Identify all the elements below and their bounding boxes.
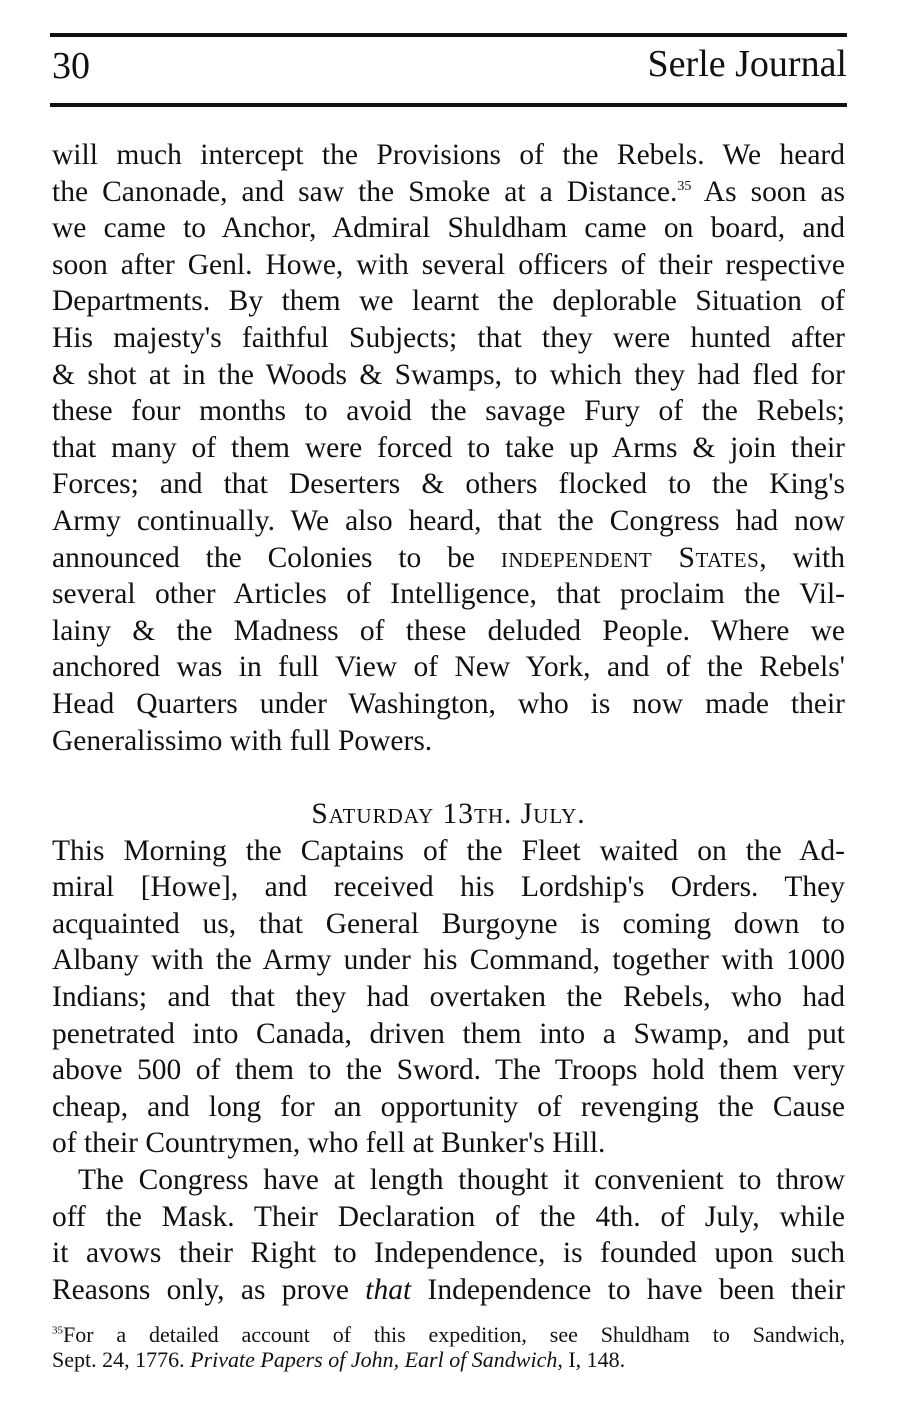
text-line [52,283,845,320]
text-segment: will much intercept the Provisions of the Rebels. We heard [52,139,845,171]
text-segment: Albany with the Army under his Command, together with 1000 [52,944,845,977]
text-segment: off the Mask. Their Declaration of the 4th. of July, while [52,1200,845,1233]
text-segment: Indians; and that they had overtaken the Rebels, who had [52,981,845,1014]
paragraph [52,833,845,1162]
text-line [52,942,845,979]
text-line [52,979,845,1016]
text-segment: these four months to avoid the savage Fury of the Rebels; [52,395,845,428]
header-rule [50,103,847,107]
text-line [52,1235,845,1272]
text-line [52,869,845,906]
running-head: Serle Journal [647,43,847,85]
text-segment: Private Papers of John, Earl of Sandwich [190,1347,558,1372]
text-line [52,1199,845,1236]
text-line [52,576,845,613]
text-line [52,503,845,540]
text-line [52,649,845,686]
text-segment: above 500 of them to the Sword. The Troops hold them very [52,1054,845,1087]
text-segment: The Congress have at length thought it convenient to throw [78,1164,845,1197]
text-segment: of their Countrymen, who fell at Bunker's Hill. [52,1127,606,1160]
text-line [52,906,845,943]
text-segment: that many of them were forced to take up Arms & join their [52,431,845,464]
text-segment: that [365,1273,412,1306]
footnote-marker: 35 [52,1324,63,1337]
text-segment: Reasons only, as prove [52,1273,366,1306]
text-segment: His majesty's faithful Subjects; that they were hunted after [52,321,845,354]
text-segment: Army continually. We also heard, that the Congress had now [52,504,845,537]
text-segment: Forces; and that Deserters & others flocked to the King's [52,468,845,501]
page-number: 30 [52,45,90,87]
text-segment: announced the Colonies to be [52,541,501,574]
text-line [52,613,845,650]
text-line [52,320,845,357]
text-segment: anchored was in full View of New York, and of the Rebels' [52,651,845,684]
text-segment: This Morning the Captains of the Fleet waited on the Ad- [52,834,845,867]
text-line [52,1016,845,1053]
top-rule [50,33,847,37]
text-line [52,1272,845,1309]
text-segment: we came to Anchor, Admiral Shuldham came on board, and [52,212,845,245]
text-segment: & shot at in the Woods & Swamps, to which they had fled for [52,358,845,391]
text-segment: the Canonade, and saw the Smoke at a Distance. [52,175,678,208]
text-segment: several other Articles of Intelligence, that proclaim the Vil- [52,578,845,611]
paragraph [52,137,845,759]
text-segment: miral [Howe], and received his Lordship's Orders. They [52,871,845,904]
text-line [52,393,845,430]
text-segment: For a detailed account of this expedition, see Shuldham to Sandwich, [63,1322,845,1347]
text-line [52,247,845,284]
paragraph [52,1162,845,1308]
text-segment: Head Quarters under Washington, who is now made their [52,687,845,720]
text-line [52,1347,845,1372]
text-segment: , with [759,541,845,574]
text-line [52,1052,845,1089]
text-segment: it avows their Right to Independence, is founded upon such [52,1237,845,1270]
date-heading: Saturday 13th. July. [311,798,586,831]
text-segment: , I, 148. [557,1347,626,1372]
text-segment: penetrated into Canada, driven them into a Swamp, and put [52,1017,845,1050]
text-line [52,466,845,503]
text-segment: As soon as [691,175,845,208]
text-line [52,1322,845,1347]
footnote [52,1322,845,1372]
text-line [52,686,845,723]
text-segment: acquainted us, that General Burgoyne is coming down to [52,907,845,940]
text-line [52,174,845,211]
footnote-marker: 35 [677,178,692,194]
text-line [52,540,845,577]
text-line [52,1089,845,1126]
text-line [52,723,845,760]
text-line [52,1125,845,1162]
text-segment: soon after Genl. Howe, with several officers of their respective [52,248,845,281]
text-segment: Generalissimo with full Powers. [52,724,433,757]
text-line [52,430,845,467]
text-line [52,357,845,394]
text-line [52,137,845,174]
text-segment: independent States [500,541,760,574]
text-segment: Departments. By them we learnt the deplorable Situation of [52,285,845,318]
text-segment: lainy & the Madness of these deluded People. Where we [52,614,845,647]
text-line [52,833,845,870]
text-segment: Independence to have been their [411,1273,845,1306]
text-segment: Sept. 24, 1776. [52,1347,191,1372]
text-line [52,210,845,247]
text-segment: cheap, and long for an opportunity of revenging the Cause [52,1090,845,1123]
text-line [52,1162,845,1199]
body-text [52,137,845,1308]
